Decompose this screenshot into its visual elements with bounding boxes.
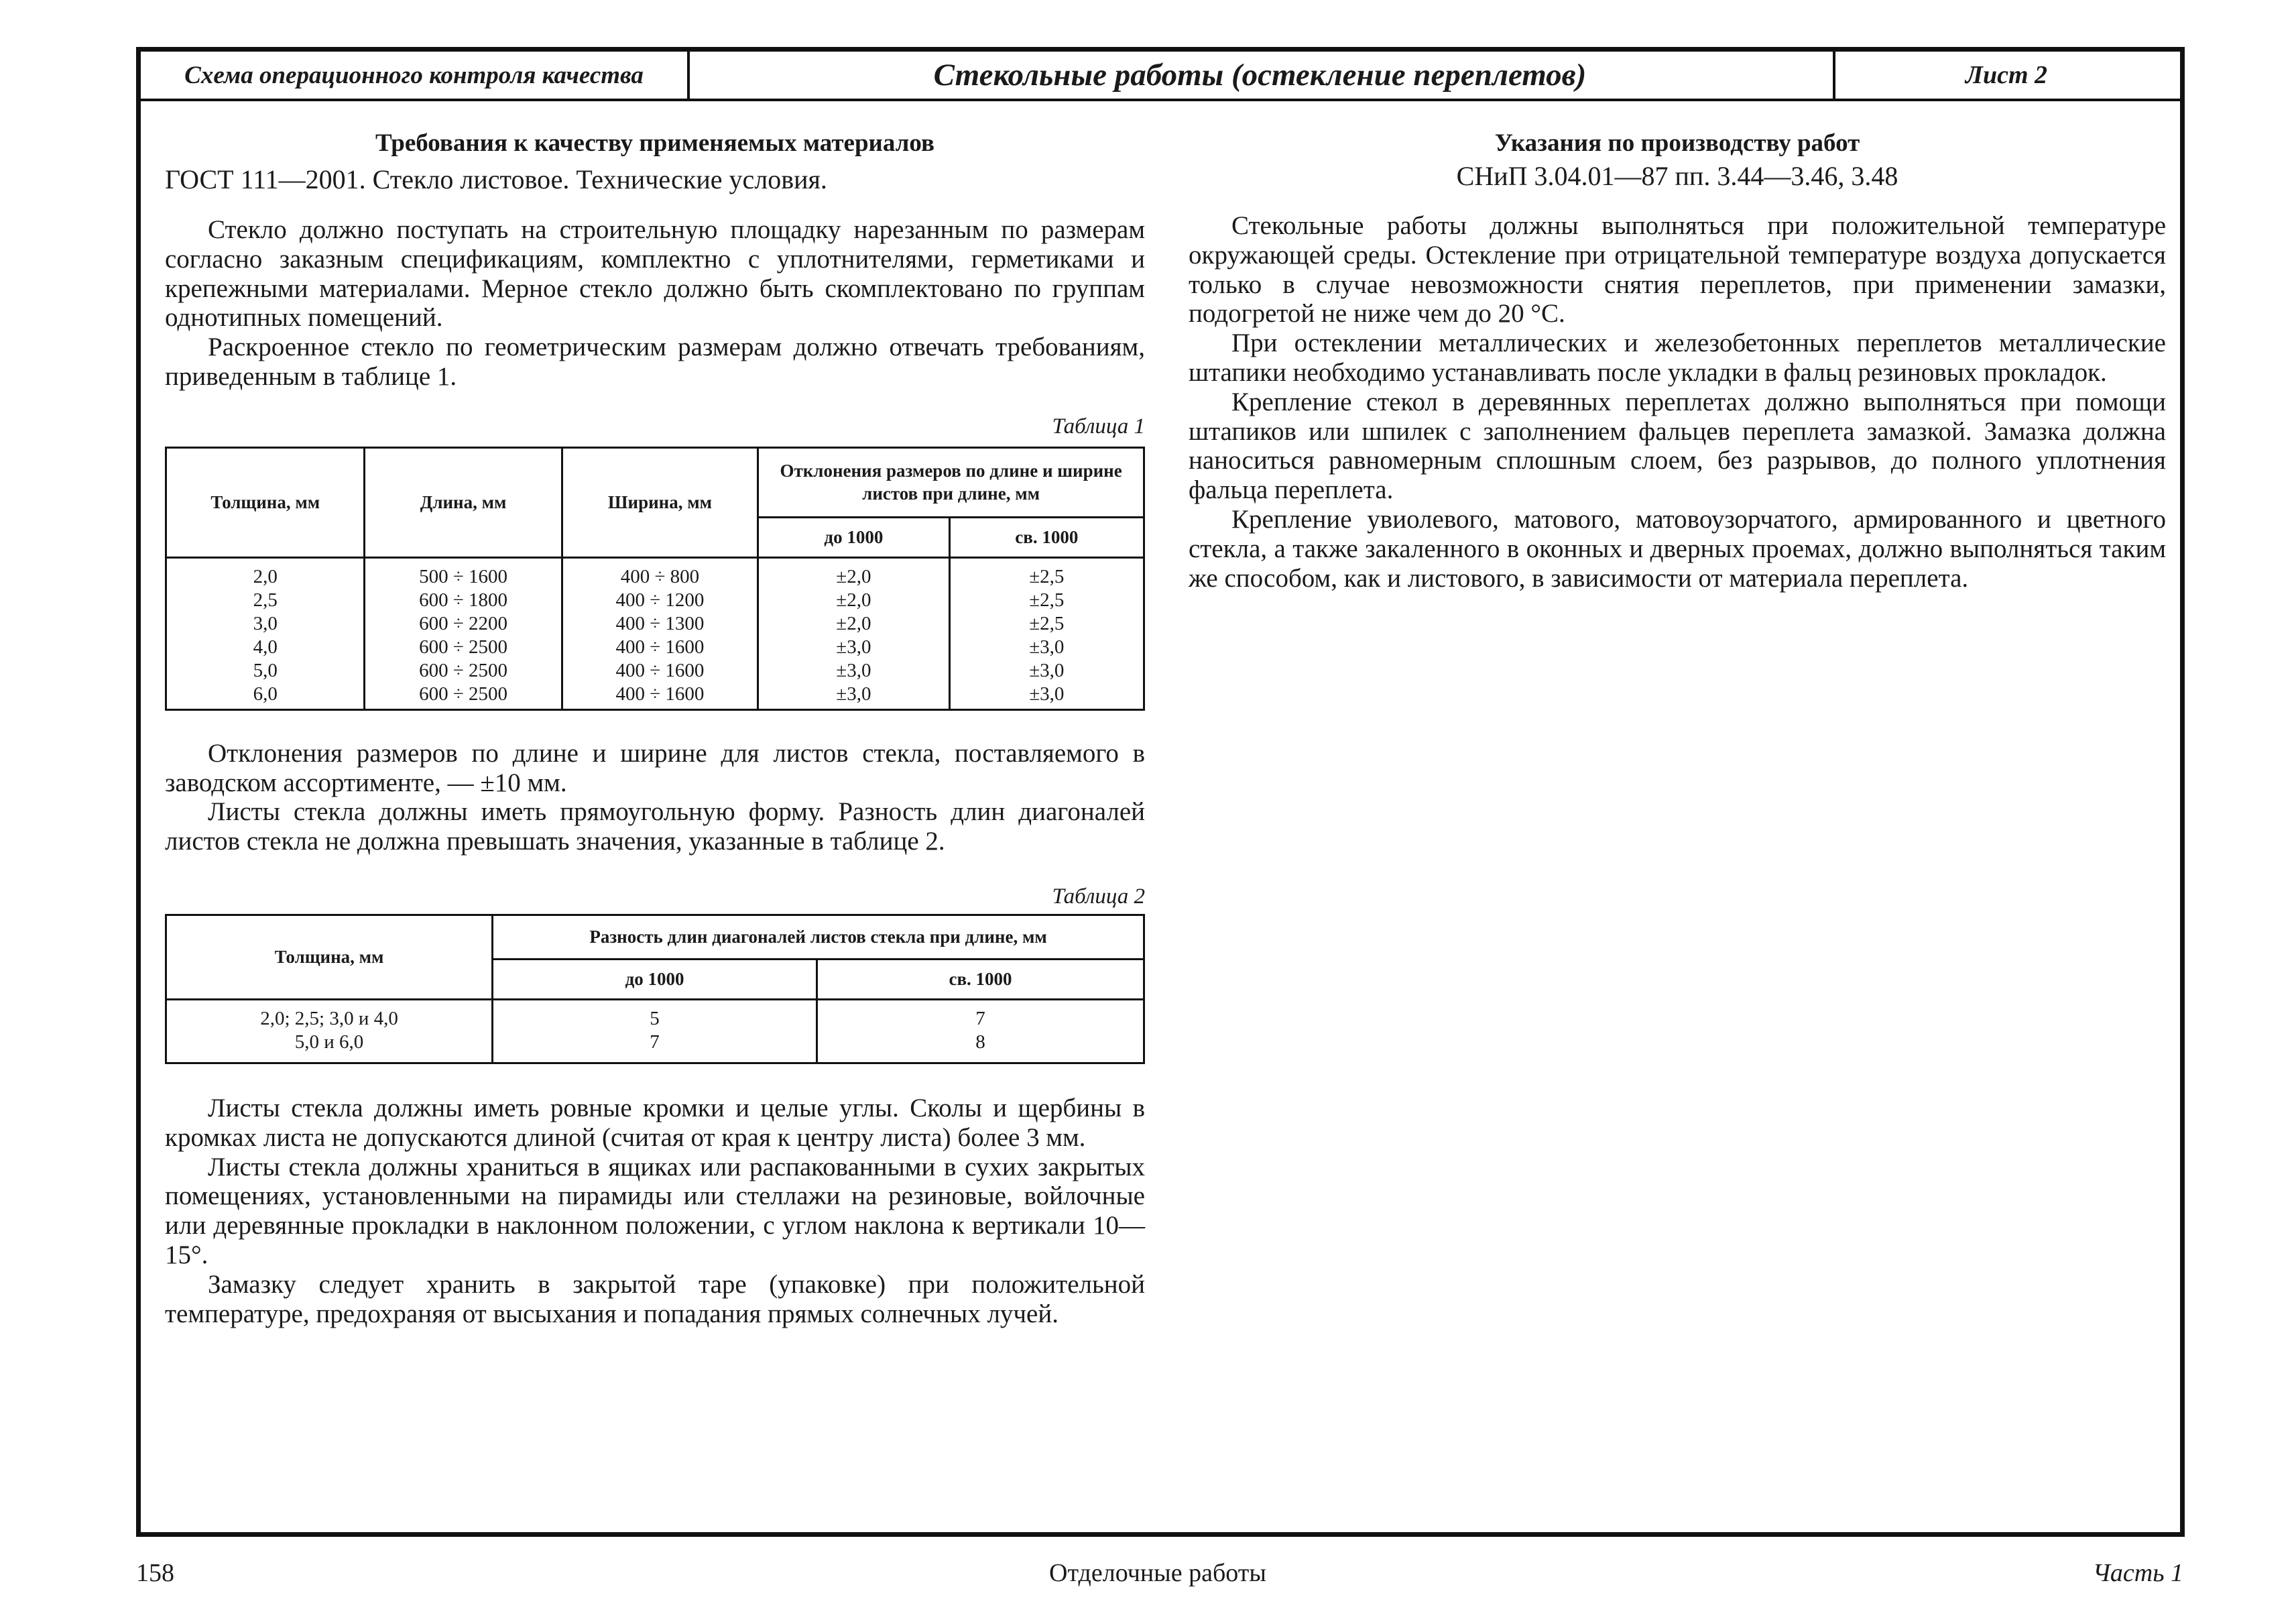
paragraph: Листы стекла должны иметь прямоугольную форму. Разность длин диагоналей листов стекла не должна превышать значения, указанные в таблице 2. xyxy=(165,797,1145,856)
table-value: 600 ÷ 2500 xyxy=(419,659,508,681)
paragraph: Крепление стекол в деревянных переплетах должно выполняться при помощи штапиков или шпилек с заполнением фальцев переплета замазкой. Замазка должна наноситься равномерным сплошным слоем, без разрывов, до полного уплотнения фальца переплета. xyxy=(1189,387,2166,505)
table-value: ±3,0 xyxy=(836,636,871,658)
spacer xyxy=(1189,192,2166,211)
table-value: 400 ÷ 1600 xyxy=(615,659,705,681)
paragraph: Крепление увиолевого, матового, матовоузорчатого, армированного и цветного стекла, а также закаленного в оконных и дверных проемах, должно выполняться таким же способом, как и листового, в зависимости от материала переплета. xyxy=(1189,504,2166,593)
table-value: ±2,5 xyxy=(1029,589,1065,611)
table1-length-cell xyxy=(365,557,562,709)
table-value: ±3,0 xyxy=(836,683,871,705)
paragraph: Стекольные работы должны выполняться при положительной температуре окружающей среды. Остекление при отрицательной температуре воздуха допускается только в случае невозможности снятия переплетов, при применении замазки, подогретой не ниже чем до 20 °С. xyxy=(1189,211,2166,329)
table-value: 6,0 xyxy=(253,683,278,705)
paragraph: При остеклении металлических и железобетонных переплетов металлические штапики необходимо устанавливать после укладки в фальц резиновых прокладок. xyxy=(1189,329,2166,387)
table1-width-cell xyxy=(562,557,758,709)
table-value: ±3,0 xyxy=(1029,636,1065,658)
table-value: 2,5 xyxy=(253,589,278,611)
table-value: 600 ÷ 1800 xyxy=(419,589,508,611)
table1-header-width: Ширина, мм xyxy=(562,447,758,557)
instructions-heading: Указания по производству работ xyxy=(1494,129,1860,157)
table1-over-cell xyxy=(949,557,1144,709)
paragraph: Замазку следует хранить в закрытой таре (упаковке) при положительной температуре, предохраняя от высыхания и попадания прямых солнечных лучей. xyxy=(165,1269,1145,1328)
header-work-title: Стекольные работы (остекление переплетов) xyxy=(687,52,1835,99)
table-value: 400 ÷ 1600 xyxy=(615,636,705,658)
table-value: ±2,0 xyxy=(836,612,871,634)
table-value: 5,0 и 6,0 xyxy=(294,1031,364,1053)
header-bar xyxy=(141,52,2180,101)
table-value: 600 ÷ 2500 xyxy=(419,636,508,658)
table2-header-thickness: Толщина, мм xyxy=(166,915,493,999)
table-value: ±2,5 xyxy=(1029,612,1065,634)
table2-upto-cell xyxy=(493,999,817,1063)
table-value: 400 ÷ 1600 xyxy=(615,683,705,705)
table2-header-diff: Разность длин диагоналей листов стекла при длине, мм xyxy=(493,915,1144,959)
table-value: 2,0; 2,5; 3,0 и 4,0 xyxy=(260,1007,398,1029)
table2-caption: Таблица 2 xyxy=(1052,884,1145,909)
table-value: ±3,0 xyxy=(1029,683,1065,705)
header-scheme-title: Схема операционного контроля качества xyxy=(141,52,690,99)
table1-caption: Таблица 1 xyxy=(1052,414,1145,439)
table-value: 8 xyxy=(975,1031,985,1053)
table-value: 500 ÷ 1600 xyxy=(419,565,508,587)
table-value: 400 ÷ 800 xyxy=(620,565,700,587)
table-value: 5,0 xyxy=(253,659,278,681)
paragraph: Листы стекла должны иметь ровные кромки и целые углы. Сколы и щербины в кромках листа не допускаются длиной (считая от края к центру листа) более 3 мм. xyxy=(165,1093,1145,1152)
table2 xyxy=(165,914,1145,1064)
table-value: 400 ÷ 1300 xyxy=(615,612,705,634)
table2-header-over: св. 1000 xyxy=(817,959,1144,999)
page-frame xyxy=(136,47,2185,1537)
page-number: 158 xyxy=(136,1559,174,1587)
table2-over-cell xyxy=(817,999,1144,1063)
footer-section-title: Отделочные работы xyxy=(1049,1559,1266,1587)
table1-upto-cell xyxy=(758,557,949,709)
table-value: 7 xyxy=(975,1007,985,1029)
table-value: 600 ÷ 2200 xyxy=(419,612,508,634)
left-column xyxy=(165,127,1145,1328)
table-value: 7 xyxy=(650,1031,660,1053)
table1 xyxy=(165,447,1145,711)
paragraph: Раскроенное стекло по геометрическим размерам должно отвечать требованиям, приведенным в таблице 1. xyxy=(165,333,1145,391)
table-value: 5 xyxy=(650,1007,660,1029)
paragraph: Стекло должно поступать на строительную площадку нарезанным по размерам согласно заказным спецификациям, комплектно с уплотнителями, герметиками и крепежными материалами. Мерное стекло должно быть скомплектовано по группам однотипных помещений. xyxy=(165,215,1145,333)
table-value: ±2,0 xyxy=(836,589,871,611)
spacer xyxy=(165,196,1145,215)
table-value: 4,0 xyxy=(253,636,278,658)
right-column xyxy=(1189,127,2166,593)
table-value: ±3,0 xyxy=(836,659,871,681)
table-value: 600 ÷ 2500 xyxy=(419,683,508,705)
table2-header-upto: до 1000 xyxy=(493,959,817,999)
table-value: ±3,0 xyxy=(1029,659,1065,681)
paragraph: Отклонения размеров по длине и ширине для листов стекла, поставляемого в заводском ассортименте, — ±10 мм. xyxy=(165,738,1145,797)
gost-reference: ГОСТ 111—2001. Стекло листовое. Технические условия. xyxy=(165,164,827,194)
header-sheet-number: Лист 2 xyxy=(1965,61,2048,89)
paragraph: Листы стекла должны храниться в ящиках или распакованными в сухих закрытых помещениях, установленными на пирамиды или стеллажи на резиновые, войлочные или деревянные прокладки в наклонном положении, с углом наклона к вертикали 10—15°. xyxy=(165,1152,1145,1269)
table1-header-length: Длина, мм xyxy=(365,447,562,557)
table2-thickness-cell xyxy=(166,999,493,1063)
table1-header-thickness: Толщина, мм xyxy=(166,447,365,557)
table1-header-upto: до 1000 xyxy=(758,517,949,557)
table-value: ±2,5 xyxy=(1029,565,1065,587)
footer-part: Часть 1 xyxy=(2092,1559,2183,1587)
table-value: ±2,0 xyxy=(836,565,871,587)
table-value: 2,0 xyxy=(253,565,278,587)
table1-header-over: св. 1000 xyxy=(949,517,1144,557)
table1-thickness-cell xyxy=(166,557,365,709)
snip-reference: СНиП 3.04.01—87 пп. 3.44—3.46, 3.48 xyxy=(1456,161,1898,191)
table1-header-deviation: Отклонения размеров по длине и ширине листов при длине, мм xyxy=(758,447,1144,517)
table-value: 3,0 xyxy=(253,612,278,634)
materials-heading: Требования к качеству применяемых материалов xyxy=(375,129,934,157)
table-value: 400 ÷ 1200 xyxy=(615,589,705,611)
